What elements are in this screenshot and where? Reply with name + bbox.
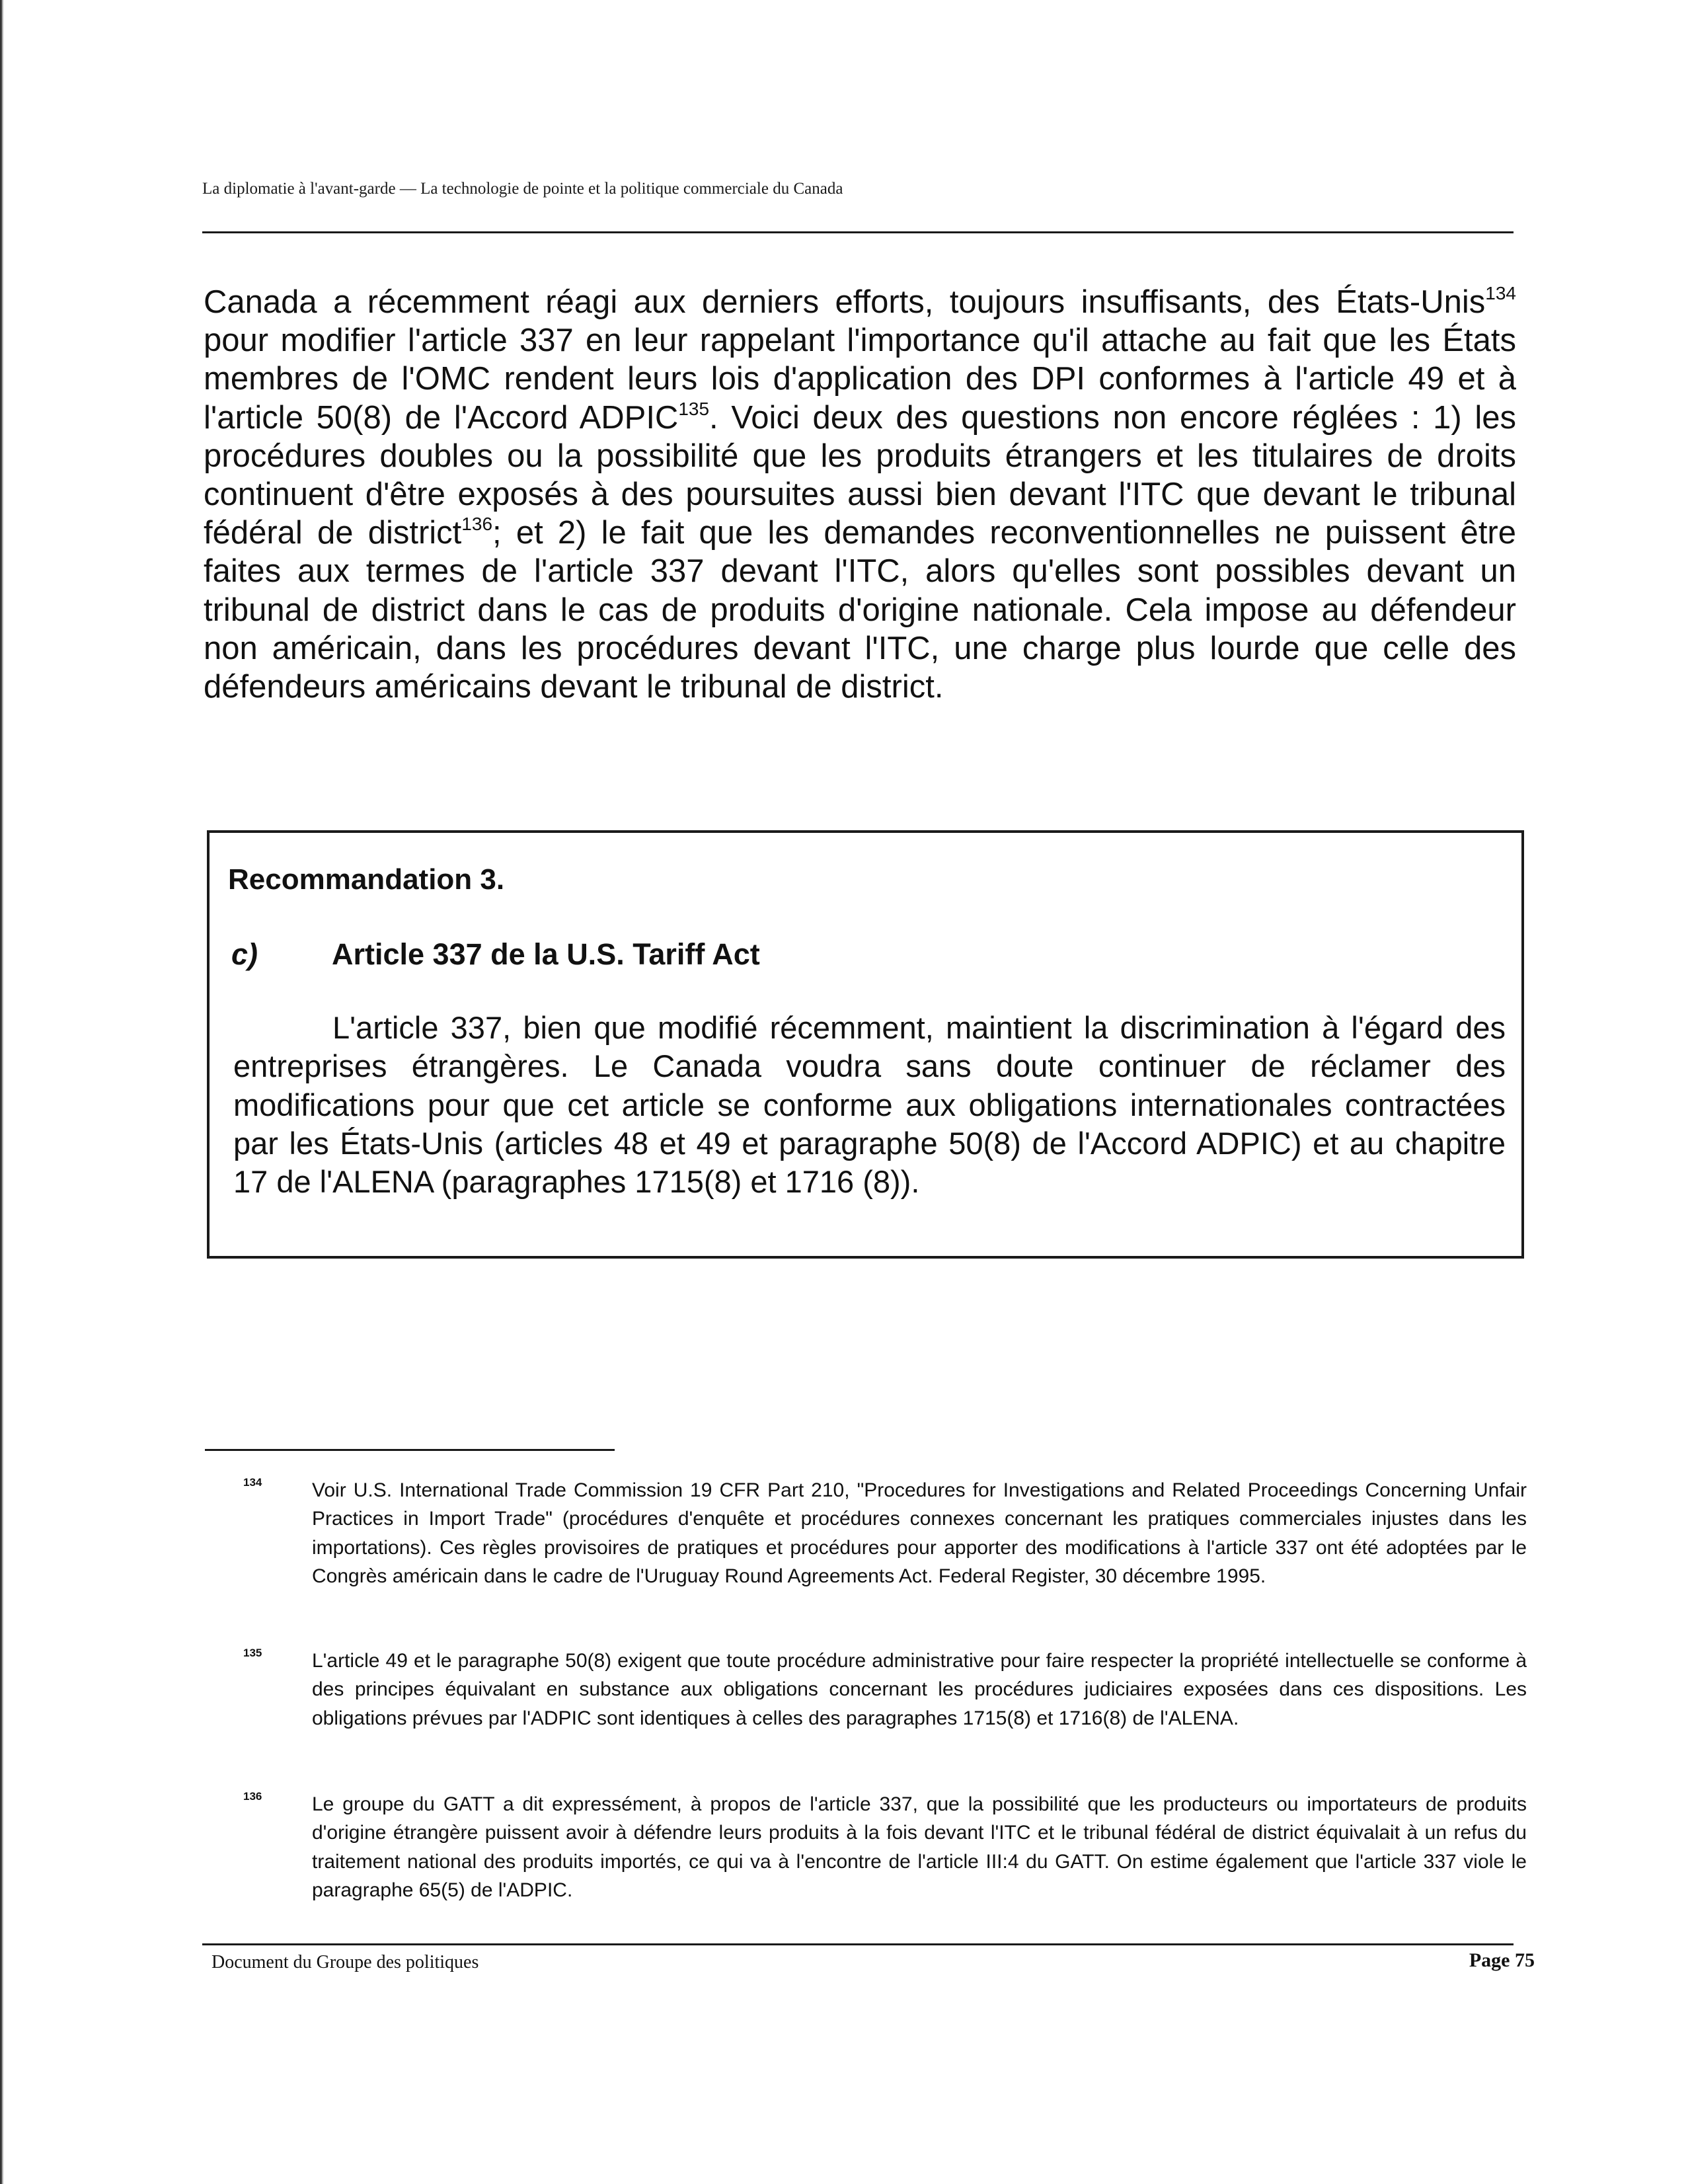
footnote-number: 135 xyxy=(243,1647,262,1659)
body-text-part: Canada a récemment réagi aux derniers efforts, toujours insuffisants, des États-Unis xyxy=(204,284,1486,320)
recommendation-title: Recommandation 3. xyxy=(228,863,505,896)
body-paragraph xyxy=(204,283,1516,706)
footnote-separator xyxy=(205,1449,615,1451)
recommendation-item-heading xyxy=(231,937,760,972)
footnote-text: Le groupe du GATT a dit expressément, à propos de l'article 337, que la possibilité que les producteurs ou importateurs de produits d'origine étrangère puissent avoir à défendre leurs produits à la fois devant l'ITC et le tribunal fédéral de district équivalait à un refus du traitement national des produits importés, ce qui va à l'encontre de l'article III:4 du GATT. On estime également que l'article 337 viole le paragraphe 65(5) de l'ADPIC. xyxy=(312,1793,1527,1902)
footnote-ref: 134 xyxy=(1485,283,1516,303)
footnote-number: 136 xyxy=(243,1790,262,1803)
body-text-part: ; et 2) le fait que les demandes reconventionnelles ne puissent être faites aux termes de l'article 337 devant l'ITC, alors qu'elles sont possibles devant un tribunal de district dans le cas de produits d'origine nationale. Cela impose au défendeur non américain, dans les procédures devant l'ITC, une charge plus lourde que celle des défendeurs américains devant le tribunal de district. xyxy=(204,515,1516,705)
footnote-ref: 135 xyxy=(678,398,710,419)
recommendation-text: L'article 337, bien que modifié récemment, maintient la discrimination à l'égard des entreprises étrangères. Le Canada voudra sans doute continuer de réclamer des modifications pour que cet article se conforme aux obligations internationales contractées par les États-Unis (articles 48 et 49 et paragraphe 50(8) de l'Accord ADPIC) et au chapitre 17 de l'ALENA (paragraphes 1715(8) et 1716 (8)). xyxy=(233,1010,1506,1200)
page-number: Page 75 xyxy=(1469,1949,1535,1971)
footnote-ref: 136 xyxy=(461,514,493,535)
footnote-text: Voir U.S. International Trade Commission 19 CFR Part 210, "Procedures for Investigations and Related Proceedings Concerning Unfair Practices in Import Trade" (procédures d'enquête et procédures connexes concernant les pratiques commerciales injustes dans les importations). Ces règles provisoires de pratiques et procédures pour apporter des modifications à l'article 337 ont été adoptées par le Congrès américain dans le cadre de l'Uruguay Round Agreements Act. Federal Register, 30 décembre 1995. xyxy=(312,1479,1527,1588)
footnote-text: L'article 49 et le paragraphe 50(8) exigent que toute procédure administrative pour faire respecter la propriété intellectuelle se conforme à des principes équivalant en substance aux obligations concernant les procédures judiciaires exposées dans ces dispositions. Les obligations prévues par l'ADPIC sont identiques à celles des paragraphes 1715(8) et 1716(8) de l'ALENA. xyxy=(312,1650,1527,1729)
item-heading: Article 337 de la U.S. Tariff Act xyxy=(332,937,760,971)
item-letter: c) xyxy=(231,937,258,971)
header-rule xyxy=(202,231,1514,233)
scan-edge xyxy=(0,0,4,2184)
footnote-number: 134 xyxy=(243,1476,262,1489)
body-text-part: . Voici deux des questions non encore réglées : 1) les procédures doubles ou la possibilité que les produits étrangers et les titulaires de droits continuent d'être exposés à des poursuites aussi bien devant l'ITC que devant le tribunal fédéral de district xyxy=(204,399,1516,551)
running-head: La diplomatie à l'avant-garde — La technologie de pointe et la politique commerciale du Canada xyxy=(202,180,843,198)
footer-rule xyxy=(202,1943,1514,1945)
body-text-part: pour modifier l'article 337 en leur rappelant l'importance qu'il attache au fait que les États membres de l'OMC rendent leurs lois d'application des DPI conformes à l'article 49 et à l'article 50(8) de l'Accord ADPIC xyxy=(204,323,1516,436)
footer-document-title: Document du Groupe des politiques xyxy=(211,1952,479,1972)
